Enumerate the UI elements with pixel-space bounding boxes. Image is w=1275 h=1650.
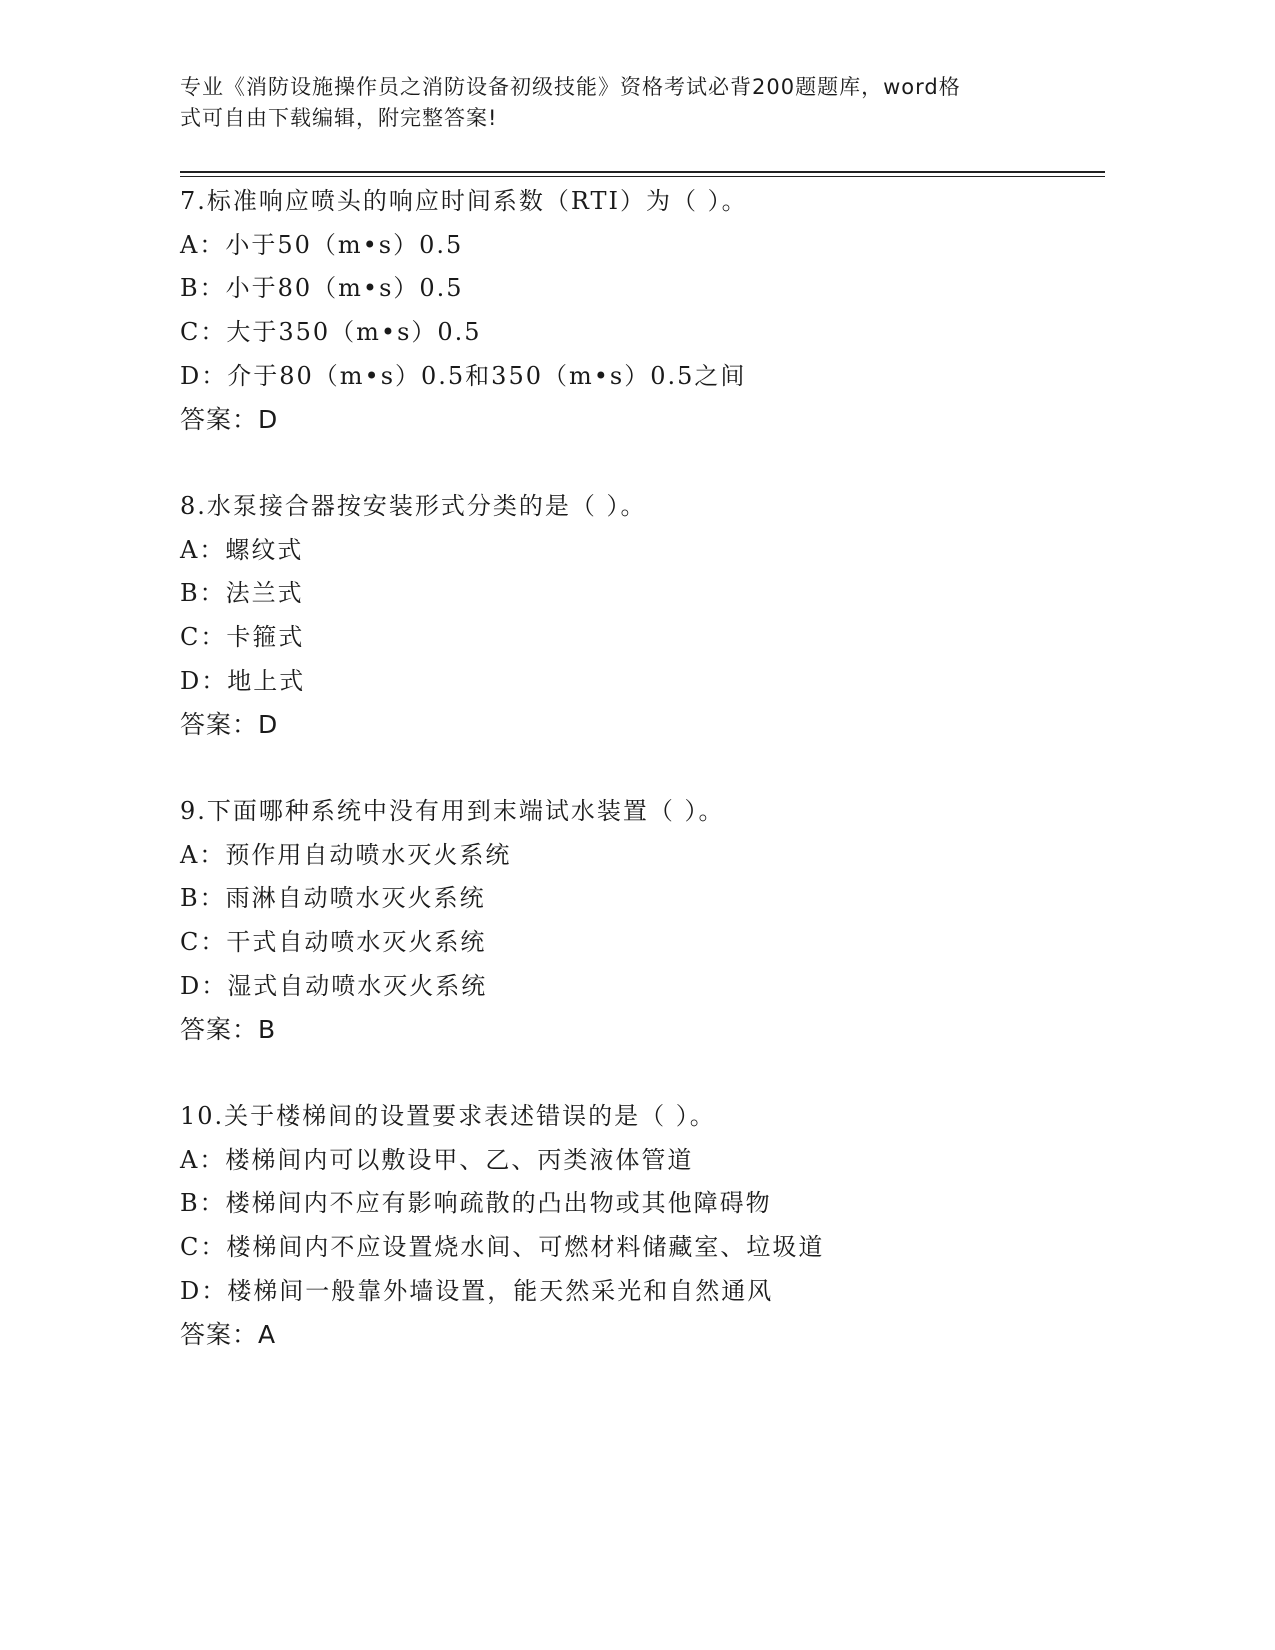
option-c: C：楼梯间内不应设置烧水间、可燃材料储藏室、垃圾道	[180, 1233, 825, 1262]
question-stem: 8.水泵接合器按安装形式分类的是（ ）。	[180, 492, 647, 520]
option-c: C：大于350（m•s）0.5	[180, 318, 482, 347]
question-block-9	[180, 790, 1110, 1052]
header-divider-thick	[180, 171, 1105, 173]
option-c: C：卡箍式	[180, 623, 305, 652]
answer: 答案：D	[180, 710, 279, 740]
option-d: D：介于80（m•s）0.5和350（m•s）0.5之间	[180, 361, 747, 390]
option-b: B：楼梯间内不应有影响疏散的凸出物或其他障碍物	[180, 1189, 772, 1218]
option-c: C：干式自动喷水灭火系统	[180, 928, 487, 957]
option-a: A：楼梯间内可以敷设甲、乙、丙类液体管道	[180, 1145, 694, 1174]
option-b: B：小于80（m•s）0.5	[180, 274, 464, 303]
answer: 答案：B	[180, 1015, 277, 1045]
option-d: D：楼梯间一般靠外墙设置，能天然采光和自然通风	[180, 1276, 774, 1305]
option-d: D：地上式	[180, 666, 306, 695]
question-stem: 9.下面哪种系统中没有用到末端试水装置（ ）。	[180, 797, 725, 825]
option-d: D：湿式自动喷水灭火系统	[180, 971, 488, 1000]
option-a: A：预作用自动喷水灭火系统	[180, 840, 512, 869]
question-stem: 7.标准响应喷头的响应时间系数（RTI）为（ ）。	[180, 187, 748, 215]
question-stem: 10.关于楼梯间的设置要求表述错误的是（ ）。	[180, 1102, 716, 1130]
answer: 答案：D	[180, 405, 279, 435]
document-header	[180, 72, 1060, 134]
question-block-8	[180, 485, 1110, 747]
header-line-1: 专业《消防设施操作员之消防设备初级技能》资格考试必背200题题库，word格	[180, 75, 961, 99]
question-block-7	[180, 180, 1110, 442]
option-b: B：法兰式	[180, 579, 304, 608]
option-a: A：螺纹式	[180, 535, 304, 564]
header-line-2: 式可自由下载编辑，附完整答案!	[180, 106, 498, 130]
question-block-10	[180, 1095, 1110, 1357]
option-a: A：小于50（m•s）0.5	[180, 230, 464, 259]
answer: 答案：A	[180, 1320, 277, 1350]
header-divider-thin	[180, 176, 1105, 177]
option-b: B：雨淋自动喷水灭火系统	[180, 884, 486, 913]
